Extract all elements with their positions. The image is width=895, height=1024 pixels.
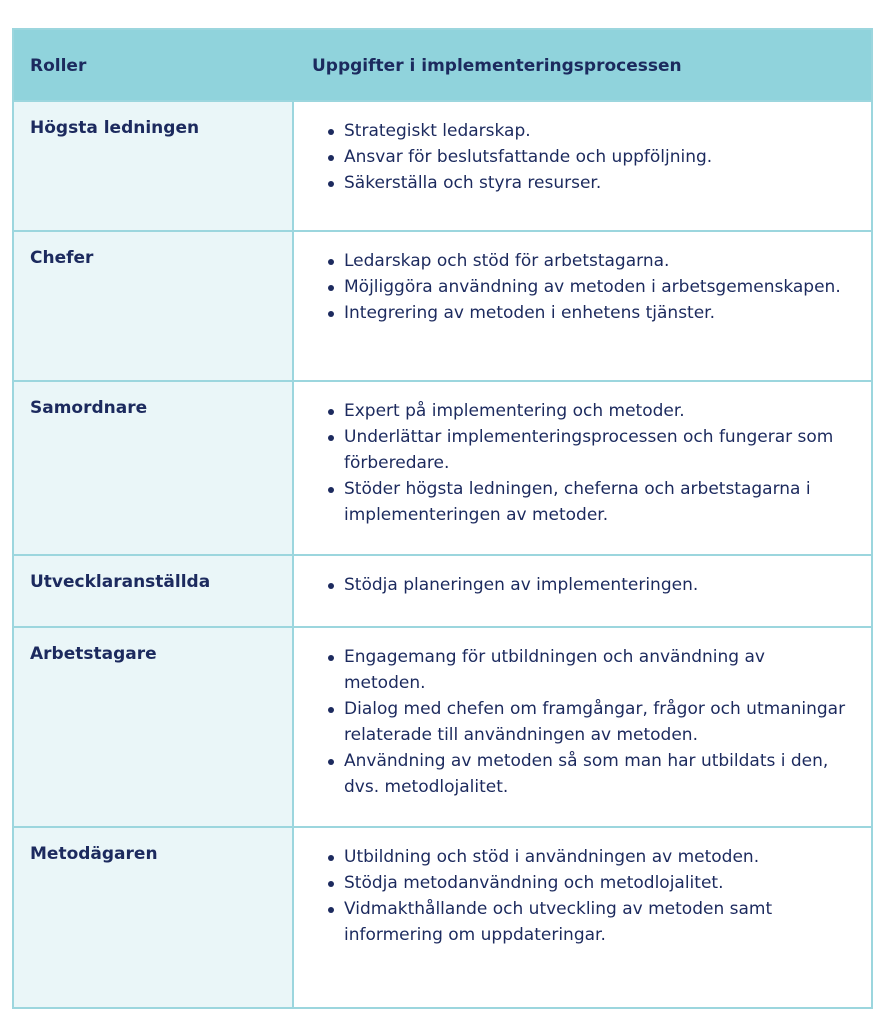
task-text: Användning av metoden så som man har utbildats i den, dvs. metodlojalitet. (344, 751, 829, 797)
role-cell (14, 828, 294, 1007)
table-row (14, 828, 871, 1007)
table-row (14, 382, 871, 556)
bullet-icon (328, 259, 334, 265)
task-list (328, 644, 848, 800)
bullet-icon (328, 311, 334, 317)
list-item (328, 274, 848, 300)
task-list (328, 844, 848, 948)
list-item (328, 476, 848, 528)
bullet-icon (328, 855, 334, 861)
list-item (328, 144, 848, 170)
list-item (328, 300, 848, 326)
role-cell (14, 102, 294, 230)
task-cell (294, 382, 871, 554)
role-cell (14, 232, 294, 380)
task-text: Expert på implementering och metoder. (344, 401, 685, 421)
role-label: Chefer (30, 248, 94, 268)
header-tasks: Uppgifter i implementeringsprocessen (312, 56, 682, 76)
header-roles: Roller (30, 56, 87, 76)
bullet-icon (328, 655, 334, 661)
task-cell (294, 102, 871, 230)
roles-table (12, 28, 873, 1009)
table-row (14, 556, 871, 628)
role-cell (14, 628, 294, 826)
task-text: Strategiskt ledarskap. (344, 121, 531, 141)
task-text: Stödja planeringen av implementeringen. (344, 575, 699, 595)
bullet-icon (328, 881, 334, 887)
bullet-icon (328, 129, 334, 135)
table-row (14, 232, 871, 382)
bullet-icon (328, 487, 334, 493)
task-text: Möjliggöra användning av metoden i arbetsgemenskapen. (344, 277, 841, 297)
task-cell (294, 232, 871, 380)
task-text: Integrering av metoden i enhetens tjänster. (344, 303, 716, 323)
bullet-icon (328, 155, 334, 161)
task-list (328, 398, 848, 528)
task-cell (294, 556, 871, 626)
bullet-icon (328, 181, 334, 187)
list-item (328, 896, 848, 948)
task-text: Stödja metodanvändning och metodlojalitet. (344, 873, 724, 893)
role-cell (14, 556, 294, 626)
list-item (328, 118, 848, 144)
task-text: Underlättar implementeringsprocessen och fungerar som förberedare. (344, 427, 834, 473)
role-cell (14, 382, 294, 554)
list-item (328, 696, 848, 748)
task-text: Ledarskap och stöd för arbetstagarna. (344, 251, 670, 271)
role-label: Arbetstagare (30, 644, 157, 664)
task-text: Dialog med chefen om framgångar, frågor och utmaningar relaterade till användningen av metoden. (344, 699, 846, 745)
list-item (328, 644, 848, 696)
role-label: Metodägaren (30, 844, 158, 864)
task-text: Engagemang för utbildningen och användning av metoden. (344, 647, 765, 693)
bullet-icon (328, 707, 334, 713)
list-item (328, 424, 848, 476)
table-row (14, 102, 871, 232)
bullet-icon (328, 907, 334, 913)
list-item (328, 398, 848, 424)
role-label: Samordnare (30, 398, 148, 418)
task-cell (294, 628, 871, 826)
list-item (328, 248, 848, 274)
list-item (328, 870, 848, 896)
task-list (328, 248, 848, 326)
bullet-icon (328, 759, 334, 765)
role-label: Högsta ledningen (30, 118, 200, 138)
task-list (328, 572, 848, 598)
task-text: Säkerställa och styra resurser. (344, 173, 602, 193)
task-text: Ansvar för beslutsfattande och uppföljning. (344, 147, 713, 167)
table-header (14, 30, 871, 102)
bullet-icon (328, 583, 334, 589)
role-label: Utvecklaranställda (30, 572, 211, 592)
task-list (328, 118, 848, 196)
table-row (14, 628, 871, 828)
list-item (328, 844, 848, 870)
task-text: Stöder högsta ledningen, cheferna och arbetstagarna i implementeringen av metoder. (344, 479, 811, 525)
list-item (328, 572, 848, 598)
task-cell (294, 828, 871, 1007)
bullet-icon (328, 285, 334, 291)
task-text: Vidmakthållande och utveckling av metoden samt informering om uppdateringar. (344, 899, 773, 945)
bullet-icon (328, 435, 334, 441)
task-text: Utbildning och stöd i användningen av metoden. (344, 847, 760, 867)
bullet-icon (328, 409, 334, 415)
list-item (328, 748, 848, 800)
list-item (328, 170, 848, 196)
